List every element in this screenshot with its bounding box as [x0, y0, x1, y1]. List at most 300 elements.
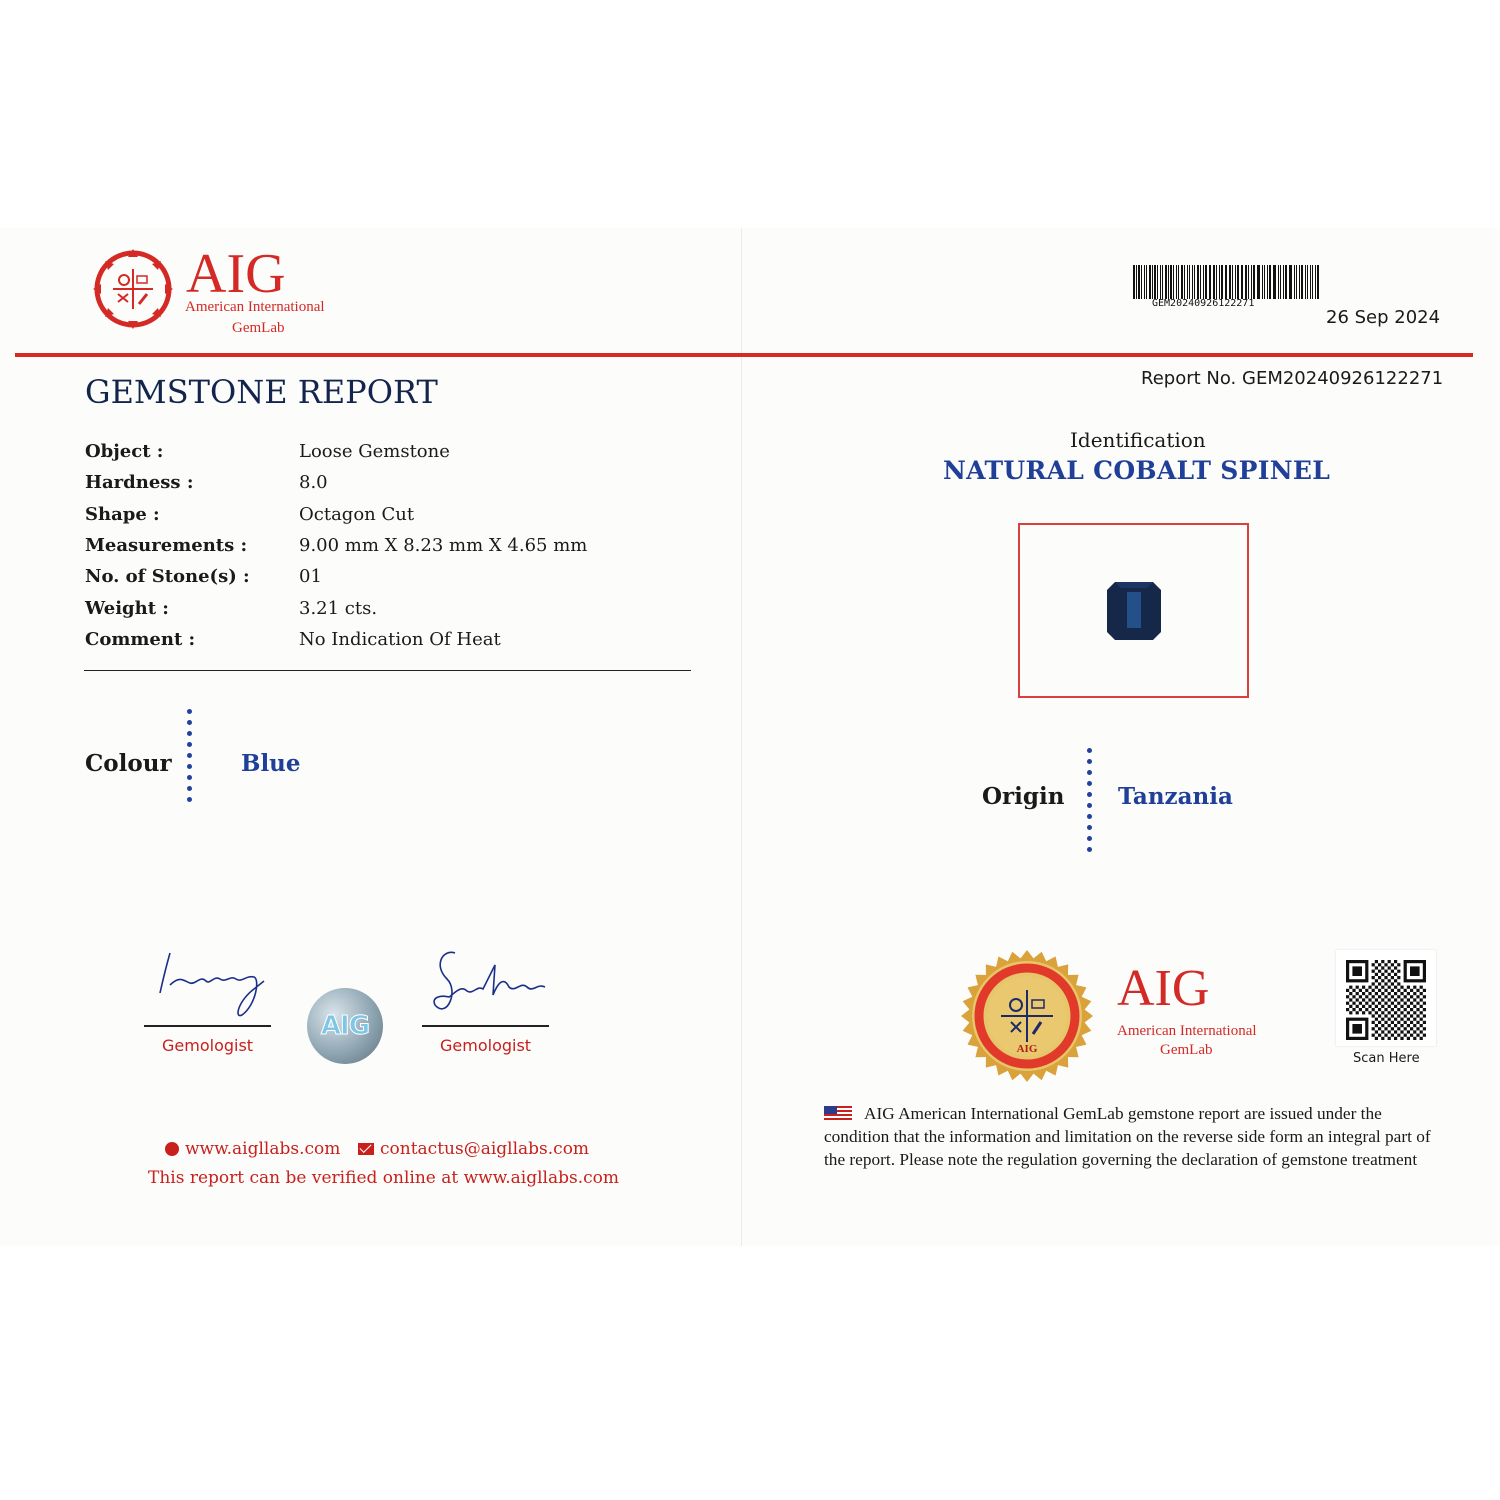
barcode-bar — [1178, 265, 1179, 299]
qr-module — [1410, 1034, 1413, 1037]
barcode-bar — [1176, 265, 1177, 299]
qr-module — [1368, 992, 1371, 995]
qr-module — [1400, 1005, 1403, 1008]
qr-module — [1381, 1018, 1384, 1021]
qr-module — [1404, 1014, 1407, 1017]
barcode-bar — [1221, 265, 1223, 299]
qr-module — [1381, 1011, 1384, 1014]
qr-module — [1420, 1024, 1423, 1027]
barcode-bar — [1257, 265, 1258, 299]
barcode-bar — [1280, 265, 1281, 299]
detail-value: Octagon Cut — [299, 503, 415, 525]
qr-module — [1407, 1018, 1410, 1021]
qr-module — [1410, 1002, 1413, 1005]
barcode-bar — [1157, 265, 1159, 299]
qr-module — [1420, 986, 1423, 989]
qr-module — [1378, 963, 1381, 966]
qr-module — [1397, 1021, 1400, 1024]
qr-code[interactable] — [1346, 960, 1426, 1040]
barcode-bar — [1168, 265, 1169, 299]
barcode-bar — [1264, 265, 1265, 299]
qr-module — [1397, 1014, 1400, 1017]
detail-label: Weight : — [85, 597, 169, 619]
barcode-bar — [1133, 265, 1135, 299]
qr-module — [1352, 966, 1362, 976]
qr-module — [1394, 960, 1397, 963]
qr-module — [1391, 1014, 1394, 1017]
qr-module — [1410, 995, 1413, 998]
qr-module — [1400, 1018, 1403, 1021]
qr-module — [1416, 1008, 1419, 1011]
qr-module — [1388, 1024, 1391, 1027]
barcode-bar — [1267, 265, 1268, 299]
detail-value: 8.0 — [299, 472, 328, 494]
qr-module — [1346, 995, 1349, 998]
qr-module — [1397, 989, 1400, 992]
barcode — [1133, 265, 1321, 299]
us-flag-icon — [824, 1106, 852, 1120]
qr-module — [1416, 989, 1419, 992]
qr-module — [1400, 1037, 1403, 1040]
qr-module — [1423, 989, 1426, 992]
signature-line — [144, 1025, 271, 1027]
qr-module — [1362, 1005, 1365, 1008]
globe-icon — [165, 1142, 179, 1156]
report-number: Report No. GEM20240926122271 — [1141, 368, 1444, 389]
barcode-bar — [1226, 265, 1227, 299]
gemologist-title: Gemologist — [162, 1036, 254, 1055]
qr-module — [1416, 1034, 1419, 1037]
qr-module — [1413, 998, 1416, 1001]
qr-module — [1388, 973, 1391, 976]
detail-row — [85, 467, 695, 498]
qr-module — [1381, 1030, 1384, 1033]
qr-module — [1394, 973, 1397, 976]
qr-module — [1375, 979, 1378, 982]
qr-module — [1397, 1027, 1400, 1030]
qr-module — [1397, 995, 1400, 998]
barcode-bar — [1141, 265, 1143, 299]
qr-module — [1368, 998, 1371, 1001]
qr-module — [1388, 1037, 1391, 1040]
qr-module — [1413, 986, 1416, 989]
barcode-bar — [1296, 265, 1297, 299]
qr-module — [1388, 979, 1391, 982]
qr-module — [1352, 1002, 1355, 1005]
qr-module — [1423, 1021, 1426, 1024]
qr-module — [1416, 995, 1419, 998]
qr-module — [1404, 1034, 1407, 1037]
barcode-bar — [1138, 265, 1139, 299]
qr-module — [1394, 1018, 1397, 1021]
qr-module — [1407, 998, 1410, 1001]
qr-module — [1400, 986, 1403, 989]
barcode-bar — [1149, 265, 1151, 299]
qr-module — [1391, 989, 1394, 992]
barcode-bar — [1315, 265, 1316, 299]
qr-module — [1356, 998, 1359, 1001]
qr-module — [1375, 986, 1378, 989]
barcode-bar — [1310, 265, 1312, 299]
qr-module — [1378, 1008, 1381, 1011]
detail-row — [85, 436, 695, 467]
barcode-bar — [1245, 265, 1247, 299]
qr-module — [1372, 989, 1375, 992]
qr-module — [1413, 1030, 1416, 1033]
qr-module — [1368, 1005, 1371, 1008]
qr-module — [1381, 1024, 1384, 1027]
qr-module — [1384, 1021, 1387, 1024]
detail-value: 3.21 cts. — [299, 597, 378, 619]
dotted-separator — [1087, 748, 1092, 852]
qr-module — [1375, 1018, 1378, 1021]
detail-value: 01 — [299, 566, 322, 588]
qr-module — [1378, 1021, 1381, 1024]
qr-module — [1394, 1037, 1397, 1040]
header-divider — [15, 353, 1473, 357]
qr-module — [1375, 1037, 1378, 1040]
aig-logo-icon — [92, 248, 174, 330]
detail-label: Object : — [85, 441, 164, 463]
page-title: GEMSTONE REPORT — [85, 373, 438, 411]
qr-module — [1407, 992, 1410, 995]
qr-module — [1404, 995, 1407, 998]
qr-module — [1368, 986, 1371, 989]
qr-module — [1420, 998, 1423, 1001]
qr-module — [1372, 1034, 1375, 1037]
identification-label: Identification — [1070, 428, 1206, 452]
qr-module — [1378, 982, 1381, 985]
qr-module — [1362, 992, 1365, 995]
qr-module — [1388, 1030, 1391, 1033]
qr-module — [1381, 992, 1384, 995]
details-list — [85, 436, 695, 655]
gem-species: NATURAL COBALT SPINEL — [943, 456, 1331, 485]
qr-module — [1400, 992, 1403, 995]
barcode-bar — [1209, 265, 1210, 299]
aig-wordmark: AIG — [1117, 960, 1210, 1017]
qr-module — [1423, 1014, 1426, 1017]
qr-module — [1391, 970, 1394, 973]
qr-module — [1413, 1011, 1416, 1014]
qr-module — [1378, 995, 1381, 998]
verification-note: This report can be verified online at www.aigllabs.com — [148, 1168, 620, 1188]
qr-module — [1384, 963, 1387, 966]
qr-module — [1404, 1027, 1407, 1030]
qr-module — [1400, 1011, 1403, 1014]
qr-module — [1416, 1014, 1419, 1017]
qr-module — [1352, 989, 1355, 992]
qr-module — [1404, 1002, 1407, 1005]
barcode-bar — [1210, 265, 1211, 299]
detail-row — [85, 624, 695, 655]
qr-module — [1384, 1027, 1387, 1030]
detail-label: No. of Stone(s) : — [85, 566, 250, 588]
qr-module — [1394, 992, 1397, 995]
barcode-bar — [1184, 265, 1185, 299]
qr-module — [1420, 1018, 1423, 1021]
qr-module — [1394, 979, 1397, 982]
barcode-bar — [1146, 265, 1147, 299]
qr-module — [1407, 1011, 1410, 1014]
qr-module — [1372, 982, 1375, 985]
qr-module — [1397, 1008, 1400, 1011]
qr-module — [1375, 960, 1378, 963]
website-text: www.aigllabs.com — [185, 1139, 341, 1159]
qr-module — [1420, 1005, 1423, 1008]
barcode-number: GEM20240926122271 — [1152, 298, 1255, 309]
qr-module — [1391, 976, 1394, 979]
qr-module — [1423, 1002, 1426, 1005]
barcode-bar — [1216, 265, 1217, 299]
qr-module — [1356, 1005, 1359, 1008]
qr-module — [1384, 989, 1387, 992]
qr-module — [1356, 992, 1359, 995]
gemstone-image — [1107, 582, 1161, 640]
qr-module — [1388, 992, 1391, 995]
barcode-bar — [1192, 265, 1193, 299]
qr-module — [1375, 966, 1378, 969]
qr-module — [1349, 992, 1352, 995]
qr-module — [1378, 1014, 1381, 1017]
qr-module — [1391, 982, 1394, 985]
qr-module — [1420, 992, 1423, 995]
qr-module — [1397, 963, 1400, 966]
barcode-bar — [1294, 265, 1296, 299]
qr-module — [1410, 1014, 1413, 1017]
barcode-bar — [1213, 265, 1215, 299]
barcode-bar — [1317, 265, 1319, 299]
qr-module — [1381, 979, 1384, 982]
qr-module — [1349, 1011, 1352, 1014]
detail-row — [85, 561, 695, 592]
qr-module — [1388, 960, 1391, 963]
detail-value: 9.00 mm X 8.23 mm X 4.65 mm — [299, 535, 588, 557]
qr-module — [1407, 1024, 1410, 1027]
qr-module — [1375, 1030, 1378, 1033]
barcode-bar — [1197, 265, 1199, 299]
qr-module — [1388, 1011, 1391, 1014]
barcode-bar — [1205, 265, 1207, 299]
qr-module — [1394, 1024, 1397, 1027]
qr-module — [1397, 1034, 1400, 1037]
qr-module — [1375, 998, 1378, 1001]
barcode-bar — [1262, 265, 1264, 299]
qr-module — [1388, 1005, 1391, 1008]
qr-module — [1346, 989, 1349, 992]
qr-module — [1359, 995, 1362, 998]
qr-module — [1394, 1030, 1397, 1033]
qr-module — [1391, 1002, 1394, 1005]
qr-module — [1384, 995, 1387, 998]
qr-module — [1372, 1008, 1375, 1011]
qr-module — [1365, 1008, 1368, 1011]
email-link[interactable] — [358, 1139, 589, 1159]
barcode-bar — [1251, 265, 1252, 299]
qr-module — [1400, 1024, 1403, 1027]
qr-module — [1423, 995, 1426, 998]
detail-row — [85, 499, 695, 530]
qr-module — [1404, 989, 1407, 992]
qr-module — [1365, 989, 1368, 992]
report-date: 26 Sep 2024 — [1326, 307, 1441, 328]
qr-module — [1413, 1024, 1416, 1027]
qr-module — [1394, 1011, 1397, 1014]
qr-module — [1388, 966, 1391, 969]
signature-right — [425, 945, 550, 1020]
qr-module — [1394, 966, 1397, 969]
qr-module — [1372, 1021, 1375, 1024]
barcode-bar — [1312, 265, 1313, 299]
qr-module — [1372, 1027, 1375, 1030]
barcode-bar — [1248, 265, 1249, 299]
barcode-bar — [1283, 265, 1284, 299]
qr-module — [1413, 992, 1416, 995]
qr-module — [1378, 989, 1381, 992]
barcode-bar — [1278, 265, 1280, 299]
qr-module — [1346, 1008, 1349, 1011]
qr-module — [1410, 1021, 1413, 1024]
qr-module — [1375, 973, 1378, 976]
qr-module — [1372, 1014, 1375, 1017]
qr-module — [1378, 1027, 1381, 1030]
aig-subtitle-2: GemLab — [1160, 1042, 1213, 1058]
barcode-bar — [1189, 265, 1191, 299]
qr-module — [1391, 963, 1394, 966]
barcode-bar — [1237, 265, 1239, 299]
qr-module — [1378, 1002, 1381, 1005]
detail-row — [85, 530, 695, 561]
qr-module — [1378, 976, 1381, 979]
qr-module — [1416, 1027, 1419, 1030]
qr-module — [1362, 1011, 1365, 1014]
logo-subtitle-2: GemLab — [232, 320, 285, 336]
barcode-bar — [1200, 265, 1201, 299]
barcode-bar — [1242, 265, 1243, 299]
qr-module — [1407, 1030, 1410, 1033]
qr-module — [1375, 992, 1378, 995]
detail-label: Shape : — [85, 503, 160, 525]
qr-module — [1375, 1005, 1378, 1008]
barcode-bar — [1165, 265, 1167, 299]
qr-module — [1381, 1005, 1384, 1008]
barcode-bar — [1269, 265, 1271, 299]
colour-label: Colour — [85, 750, 172, 777]
aig-subtitle: American International — [1117, 1023, 1257, 1039]
details-divider — [84, 670, 691, 671]
qr-module — [1397, 976, 1400, 979]
qr-module — [1388, 986, 1391, 989]
signature-line — [422, 1025, 549, 1027]
qr-module — [1397, 970, 1400, 973]
qr-module — [1391, 995, 1394, 998]
qr-module — [1368, 1011, 1371, 1014]
qr-module — [1391, 1034, 1394, 1037]
qr-module — [1346, 1002, 1349, 1005]
qr-module — [1381, 1037, 1384, 1040]
qr-module — [1413, 1018, 1416, 1021]
qr-module — [1352, 995, 1355, 998]
qr-module — [1391, 1021, 1394, 1024]
qr-module — [1384, 1008, 1387, 1011]
qr-module — [1365, 995, 1368, 998]
signature-left — [150, 945, 270, 1020]
envelope-icon — [358, 1143, 374, 1155]
detail-label: Comment : — [85, 628, 196, 650]
colour-value: Blue — [241, 750, 301, 777]
qr-module — [1410, 966, 1420, 976]
qr-module — [1384, 970, 1387, 973]
barcode-bar — [1232, 265, 1233, 299]
seal-inner-text: AIG — [1016, 1043, 1038, 1055]
qr-module — [1407, 1005, 1410, 1008]
qr-module — [1372, 995, 1375, 998]
disclaimer-text: AIG American International GemLab gemstone report are issued under the condition that the information and limitation on the reverse side form an integral part of the report. Please note the regulation governing the declaration of gemstone treatment — [824, 1104, 1431, 1169]
qr-module — [1365, 1002, 1368, 1005]
disclaimer — [824, 1102, 1434, 1171]
qr-module — [1359, 1008, 1362, 1011]
website-link[interactable] — [165, 1139, 340, 1159]
detail-value: No Indication Of Heat — [299, 628, 501, 650]
qr-module — [1420, 1011, 1423, 1014]
logo-wordmark: AIG — [186, 243, 286, 305]
hologram-seal-icon — [307, 988, 383, 1064]
qr-module — [1388, 1018, 1391, 1021]
dotted-separator — [187, 709, 192, 802]
barcode-bar — [1307, 265, 1308, 299]
barcode-bar — [1203, 265, 1204, 299]
origin-value: Tanzania — [1118, 783, 1233, 810]
qr-module — [1375, 1024, 1378, 1027]
barcode-bar — [1273, 265, 1274, 299]
gemologist-title: Gemologist — [440, 1036, 532, 1055]
qr-module — [1372, 1002, 1375, 1005]
barcode-bar — [1235, 265, 1236, 299]
qr-module — [1423, 1027, 1426, 1030]
logo-subtitle: American International — [185, 299, 325, 315]
barcode-bar — [1144, 265, 1145, 299]
barcode-bar — [1152, 265, 1153, 299]
detail-value: Loose Gemstone — [299, 441, 450, 463]
qr-module — [1394, 986, 1397, 989]
barcode-bar — [1241, 265, 1242, 299]
qr-module — [1349, 986, 1352, 989]
qr-module — [1410, 1008, 1413, 1011]
barcode-bar — [1299, 265, 1300, 299]
barcode-bar — [1187, 265, 1188, 299]
qr-module — [1404, 1021, 1407, 1024]
barcode-bar — [1154, 265, 1155, 299]
qr-module — [1397, 1002, 1400, 1005]
fold-line — [741, 228, 742, 1246]
qr-module — [1356, 1011, 1359, 1014]
barcode-bar — [1290, 265, 1291, 299]
barcode-bar — [1258, 265, 1259, 299]
barcode-bar — [1274, 265, 1275, 299]
barcode-bar — [1162, 265, 1163, 299]
qr-module — [1420, 1037, 1423, 1040]
qr-module — [1391, 1027, 1394, 1030]
barcode-bar — [1219, 265, 1220, 299]
qr-module — [1404, 1008, 1407, 1011]
qr-module — [1372, 976, 1375, 979]
qr-module — [1394, 998, 1397, 1001]
qr-module — [1416, 1002, 1419, 1005]
origin-label: Origin — [982, 783, 1065, 810]
qr-module — [1349, 1005, 1352, 1008]
qr-module — [1394, 1005, 1397, 1008]
qr-module — [1400, 1030, 1403, 1033]
